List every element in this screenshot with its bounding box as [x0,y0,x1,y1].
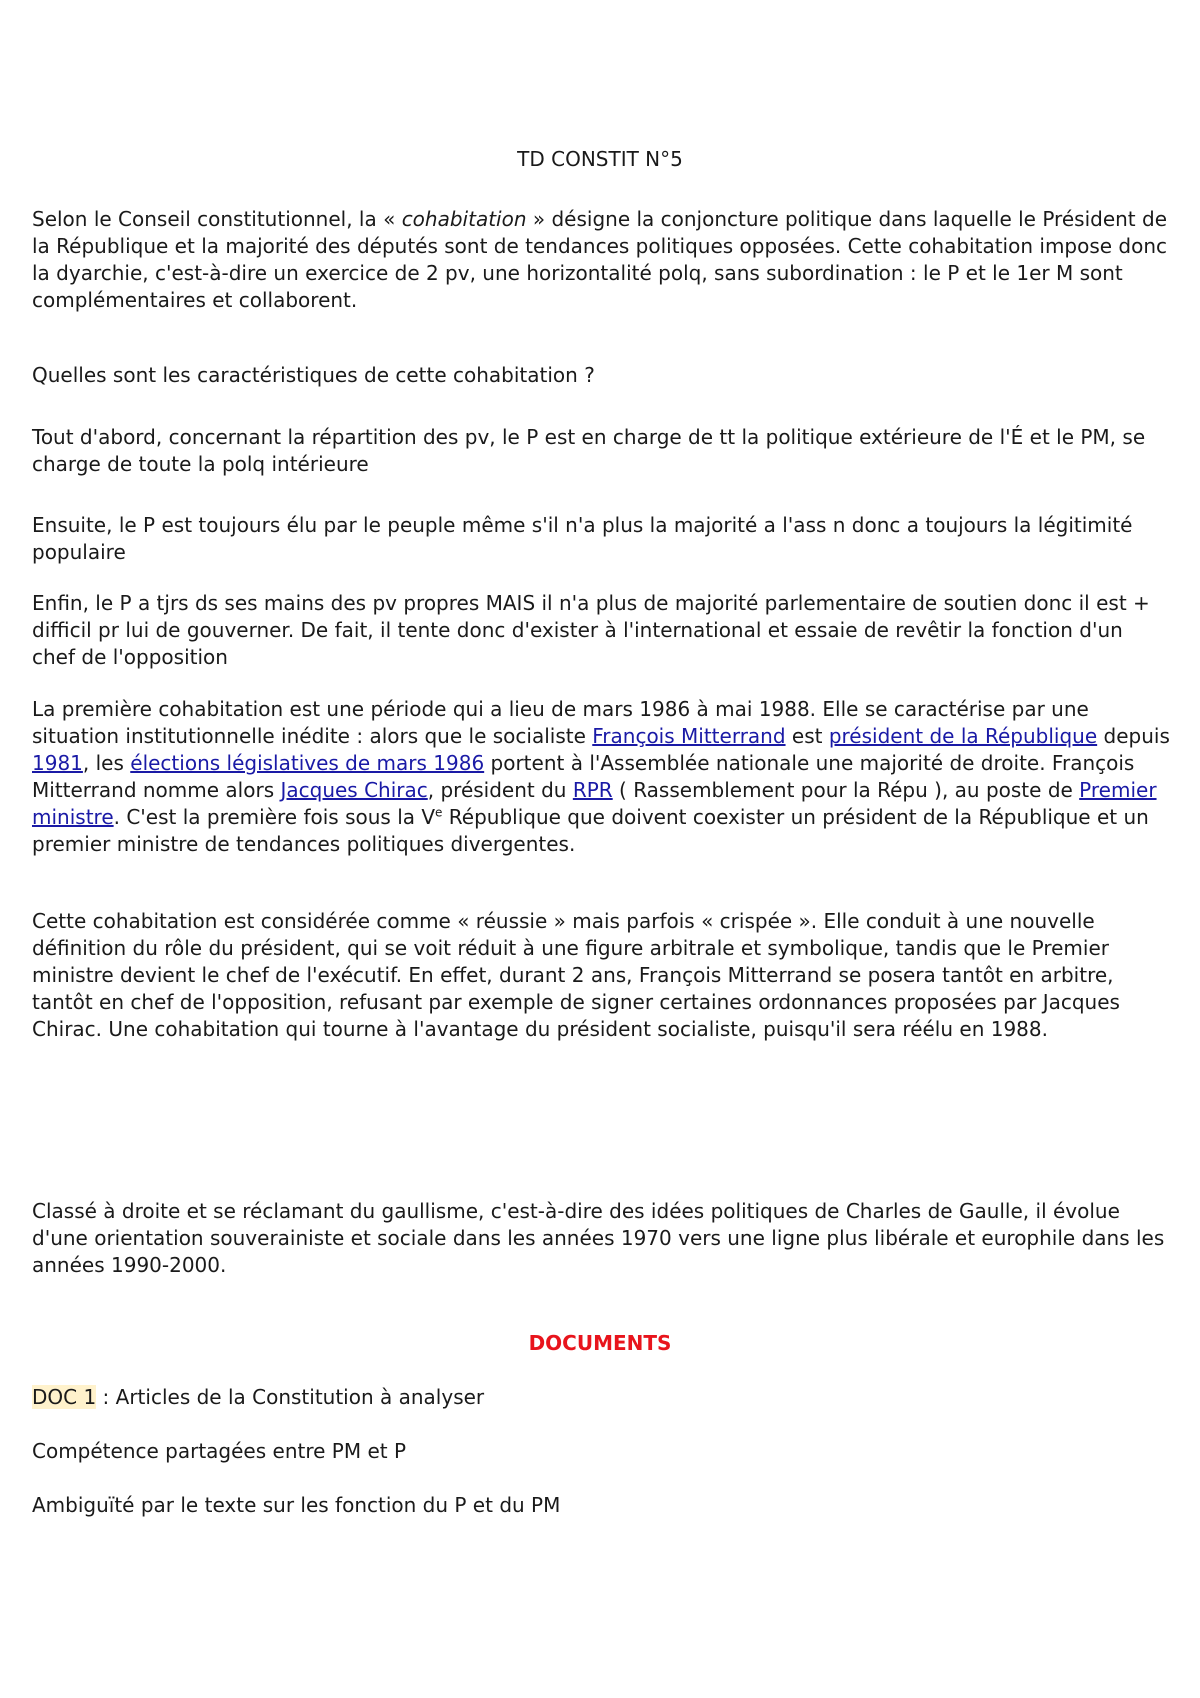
p4-text-5: portent à l'Assemblée nationale une majorité de droite. François Mitterrand nomme alors [32,751,1135,802]
doc1-line [32,1384,1172,1411]
paragraph-5: Cette cohabitation est considérée comme « réussie » mais parfois « crispée ». Elle conduit à une nouvelle définition du rôle du président, qui se voit réduit à une figure arbitrale et symbolique, tandis que le Premier ministre devient le chef de l'exécutif. En effet, durant 2 ans, François Mitterrand se posera tantôt en arbitre, tantôt en chef de l'opposition, refusant par exemple de signer certaines ordonnances proposées par Jacques Chirac. Une cohabitation qui tourne à l'avantage du président socialiste, puisqu'il sera réélu en 1988. [32,909,1120,1041]
paragraph-2: Ensuite, le P est toujours élu par le peuple même s'il n'a plus la majorité a l'ass n donc a toujours la légitimité populaire [32,513,1133,564]
paragraph-1: Tout d'abord, concernant la répartition des pv, le P est en charge de tt la politique extérieure de l'É et le PM, se charge de toute la polq intérieure [32,425,1146,476]
link-1981[interactable]: 1981 [32,751,83,775]
p4-text-6: , président du [427,778,573,802]
paragraph-4 [32,696,1172,858]
doc1-label-highlight: DOC 1 [32,1385,97,1409]
link-rpr[interactable]: RPR [572,778,613,802]
p4-text-7: ( Rassemblement pour la Répu ), au poste de [612,778,1080,802]
p4-text-4: , les [82,751,131,775]
intro-paragraph [32,206,1172,314]
paragraph-6: Classé à droite et se réclamant du gaullisme, c'est-à-dire des idées politiques de Charles de Gaulle, il évolue d'une orientation souverainiste et sociale dans les années 1970 vers une ligne plus libérale et europhile dans les années 1990-2000. [32,1199,1165,1277]
page-title: TD CONSTIT N°5 [517,147,683,171]
p4-text-2: est [785,724,829,748]
ambiguity-line: Ambiguïté par le texte sur les fonction du P et du PM [32,1493,561,1517]
p4-superscript: e [435,805,443,820]
shared-competence-line: Compétence partagées entre PM et P [32,1439,407,1463]
p4-text-3: depuis [1097,724,1170,748]
link-premier-ministre[interactable]: Premier ministre [32,778,1157,829]
intro-text-1: Selon le Conseil constitutionnel, la « [32,207,402,231]
doc1-text: : Articles de la Constitution à analyser [96,1385,485,1409]
intro-text-2: » désigne la conjoncture politique dans laquelle le Président de la République et la majorité des députés sont de tendances politiques opposées. Cette cohabitation impose donc la dyarchie, c'est-à-dire un exercice de 2 pv, une horizontalité polq, sans subordination : le P et le 1er M sont complémentaires et collaborent. [32,207,1168,312]
documents-heading: DOCUMENTS [528,1331,672,1355]
paragraph-3: Enfin, le P a tjrs ds ses mains des pv propres MAIS il n'a plus de majorité parlementaire de soutien donc il est + difficil pr lui de gouverner. De fait, il tente donc d'exister à l'international et essaie de revêtir la fonction d'un chef de l'opposition [32,591,1150,669]
p4-text-1: La première cohabitation est une période qui a lieu de mars 1986 à mai 1988. Elle se caractérise par une situation institutionnelle inédite : alors que le socialiste [32,697,1089,748]
question-paragraph: Quelles sont les caractéristiques de cette cohabitation ? [32,363,595,387]
link-elections-legislatives[interactable]: élections législatives de mars 1986 [130,751,485,775]
p4-text-9: République que doivent coexister un président de la République et un premier ministre de tendances politiques divergentes. [32,805,1149,856]
p4-text-8: . C'est la première fois sous la V [113,805,436,829]
link-jacques-chirac[interactable]: Jacques Chirac [280,778,428,802]
intro-emphasis: cohabitation [401,207,527,231]
link-president-de-la-republique[interactable]: président de la République [828,724,1098,748]
link-francois-mitterrand[interactable]: François Mitterrand [592,724,786,748]
